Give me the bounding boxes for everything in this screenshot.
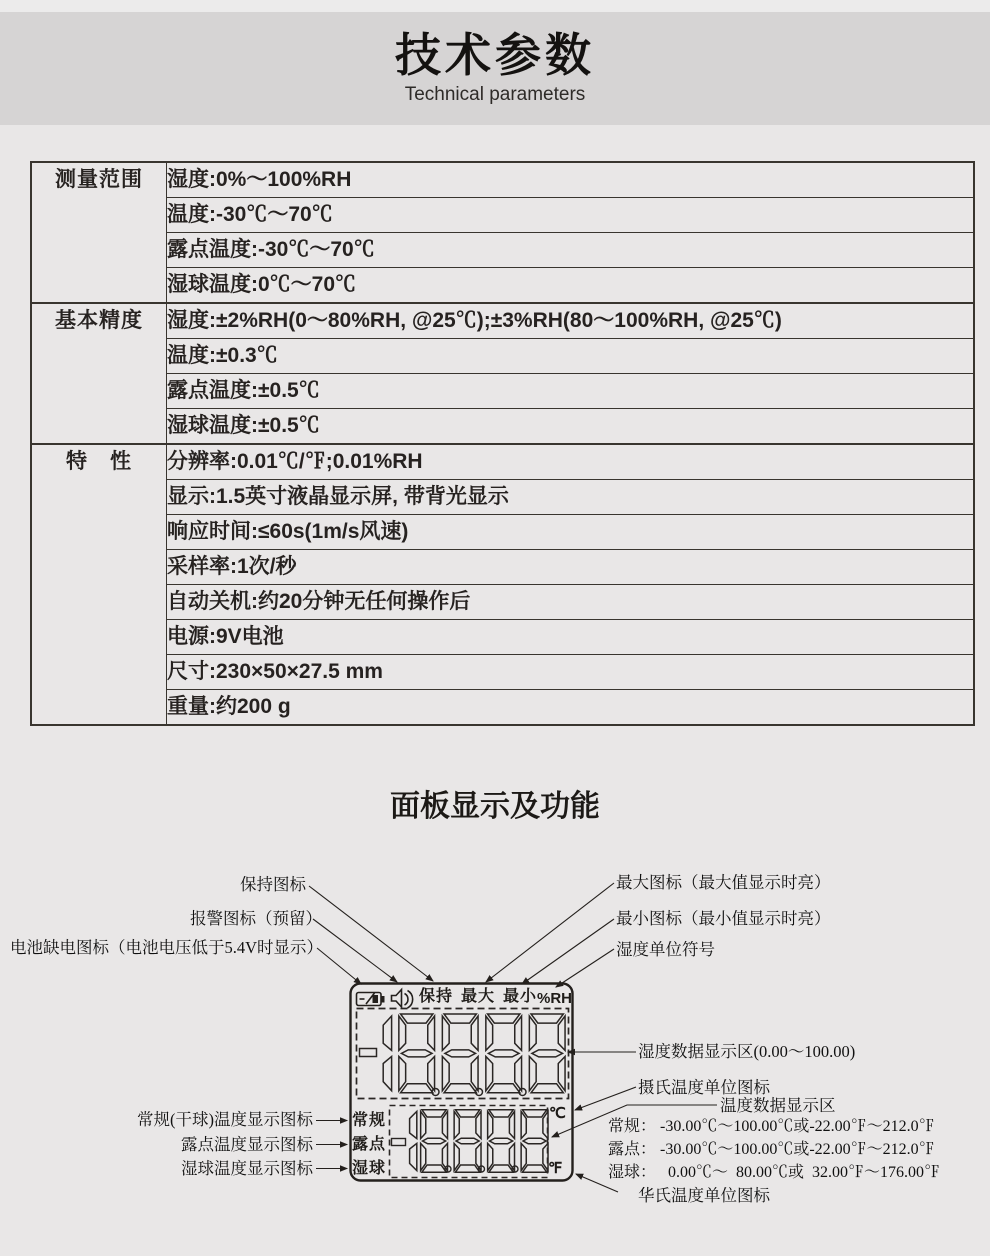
spec-cell: 采样率:1次/秒 — [167, 550, 975, 585]
group-label-measure-range: 测量范围 — [31, 162, 167, 303]
normal-icon-callout-label: 常规(干球)温度显示图标 — [137, 1110, 313, 1129]
lcd-celsius-unit: ℃ — [549, 1105, 566, 1122]
page-header — [0, 12, 990, 125]
table-row — [31, 515, 974, 550]
spec-cell: 重量:约200 g — [167, 690, 975, 726]
battery-callout-line — [317, 948, 361, 984]
lcd-normal-label: 常规 — [352, 1112, 387, 1129]
table-row — [31, 550, 974, 585]
table-row — [31, 339, 974, 374]
lcd-fahrenheit-unit: ℉ — [548, 1160, 563, 1177]
table-row — [31, 162, 974, 198]
spec-cell: 显示:1.5英寸液晶显示屏, 带背光显示 — [167, 480, 975, 515]
table-row — [31, 655, 974, 690]
table-row — [31, 409, 974, 445]
spec-cell: 湿度:±2%RH(0～80%RH, @25℃);±3%RH(80～100%RH, @25℃) — [167, 303, 975, 339]
spec-cell: 露点温度:±0.5℃ — [167, 374, 975, 409]
spec-cell: 湿球温度:0℃～70℃ — [167, 268, 975, 304]
temp-range-normal: 常规： -30.00℃～100.00℃或-22.00℉～212.0℉ — [608, 1118, 935, 1135]
fahrenheit-callout-label: 华氏温度单位图标 — [638, 1186, 770, 1205]
spec-cell: 响应时间:≤60s(1m/s风速) — [167, 515, 975, 550]
minus-sign — [392, 1139, 406, 1146]
spec-cell: 湿度:0%～100%RH — [167, 168, 352, 191]
min-callout-label: 最小图标（最小值显示时亮） — [616, 909, 831, 928]
lcd-hold-label: 保持 — [419, 988, 454, 1005]
spec-cell: 温度:±0.3℃ — [167, 339, 975, 374]
page-subtitle: Technical parameters — [404, 83, 586, 105]
alarm-callout-line — [313, 919, 397, 982]
table-row — [31, 268, 974, 304]
min-callout-line — [522, 919, 614, 984]
rh-callout-line — [556, 949, 614, 987]
table-row — [31, 198, 974, 233]
celsius-callout-line — [575, 1087, 636, 1110]
table-row — [31, 233, 974, 268]
lcd-dew-label: 露点 — [352, 1136, 387, 1153]
lcd-min-label: 最小 — [503, 988, 538, 1005]
table-row — [31, 444, 974, 480]
battery-low-icon — [357, 993, 385, 1006]
spec-cell: 电源:9V电池 — [167, 620, 975, 655]
battery-callout-label: 电池缺电图标（电池电压低于5.4V时显示） — [10, 938, 324, 957]
top-strip — [0, 0, 990, 12]
group-label-features: 特 性 — [31, 444, 167, 725]
spec-cell: 露点温度:-30℃～70℃ — [167, 233, 975, 268]
hold-callout-label: 保持图标 — [240, 875, 306, 894]
speaker-alarm-icon — [392, 990, 413, 1009]
temp-range-dew: 露点： -30.00℃～100.00℃或-22.00℉～212.0℉ — [608, 1141, 935, 1158]
lcd-rh-unit: %RH — [537, 990, 573, 1007]
spec-cell: 温度:-30℃～70℃ — [167, 198, 975, 233]
spec-cell: 分辨率:0.01℃/℉;0.01%RH — [167, 444, 975, 480]
lcd-wet-label: 湿球 — [352, 1160, 387, 1177]
celsius-callout-label: 摄氏温度单位图标 — [638, 1078, 770, 1097]
spec-cell: 湿球温度:±0.5℃ — [167, 409, 975, 445]
group-label-basic-accuracy: 基本精度 — [31, 303, 167, 444]
panel-display-section — [0, 726, 990, 1256]
dew-icon-callout-label: 露点温度显示图标 — [181, 1135, 313, 1154]
max-callout-label: 最大图标（最大值显示时亮） — [616, 873, 831, 892]
hold-callout-line — [309, 886, 433, 981]
table-row — [31, 480, 974, 515]
spec-table — [30, 161, 975, 726]
humidity-display-area — [357, 1009, 569, 1099]
humidity-area-callout-label: 湿度数据显示区(0.00～100.00) — [638, 1042, 856, 1061]
temp-range-wet: 湿球： 0.00℃～ 80.00℃或 32.00℉～176.00℉ — [608, 1164, 941, 1181]
spec-cell: 尺寸:230×50×27.5 mm — [167, 655, 975, 690]
wet-icon-callout-label: 湿球温度显示图标 — [181, 1159, 313, 1178]
table-row — [31, 374, 974, 409]
lcd-max-label: 最大 — [461, 988, 496, 1005]
table-row — [31, 690, 974, 726]
table-row — [31, 303, 974, 339]
spec-cell: 自动关机:约20分钟无任何操作后 — [167, 585, 975, 620]
table-row — [31, 620, 974, 655]
temp-area-callout-label: 温度数据显示区 — [720, 1096, 836, 1115]
table-row — [31, 585, 974, 620]
alarm-callout-label: 报警图标（预留） — [190, 909, 322, 928]
page-title: 技术参数 — [395, 29, 595, 81]
rh-callout-label: 湿度单位符号 — [616, 940, 715, 959]
temperature-display-area — [390, 1106, 549, 1178]
minus-sign — [360, 1049, 377, 1057]
panel-section-title: 面板显示及功能 — [390, 790, 600, 823]
